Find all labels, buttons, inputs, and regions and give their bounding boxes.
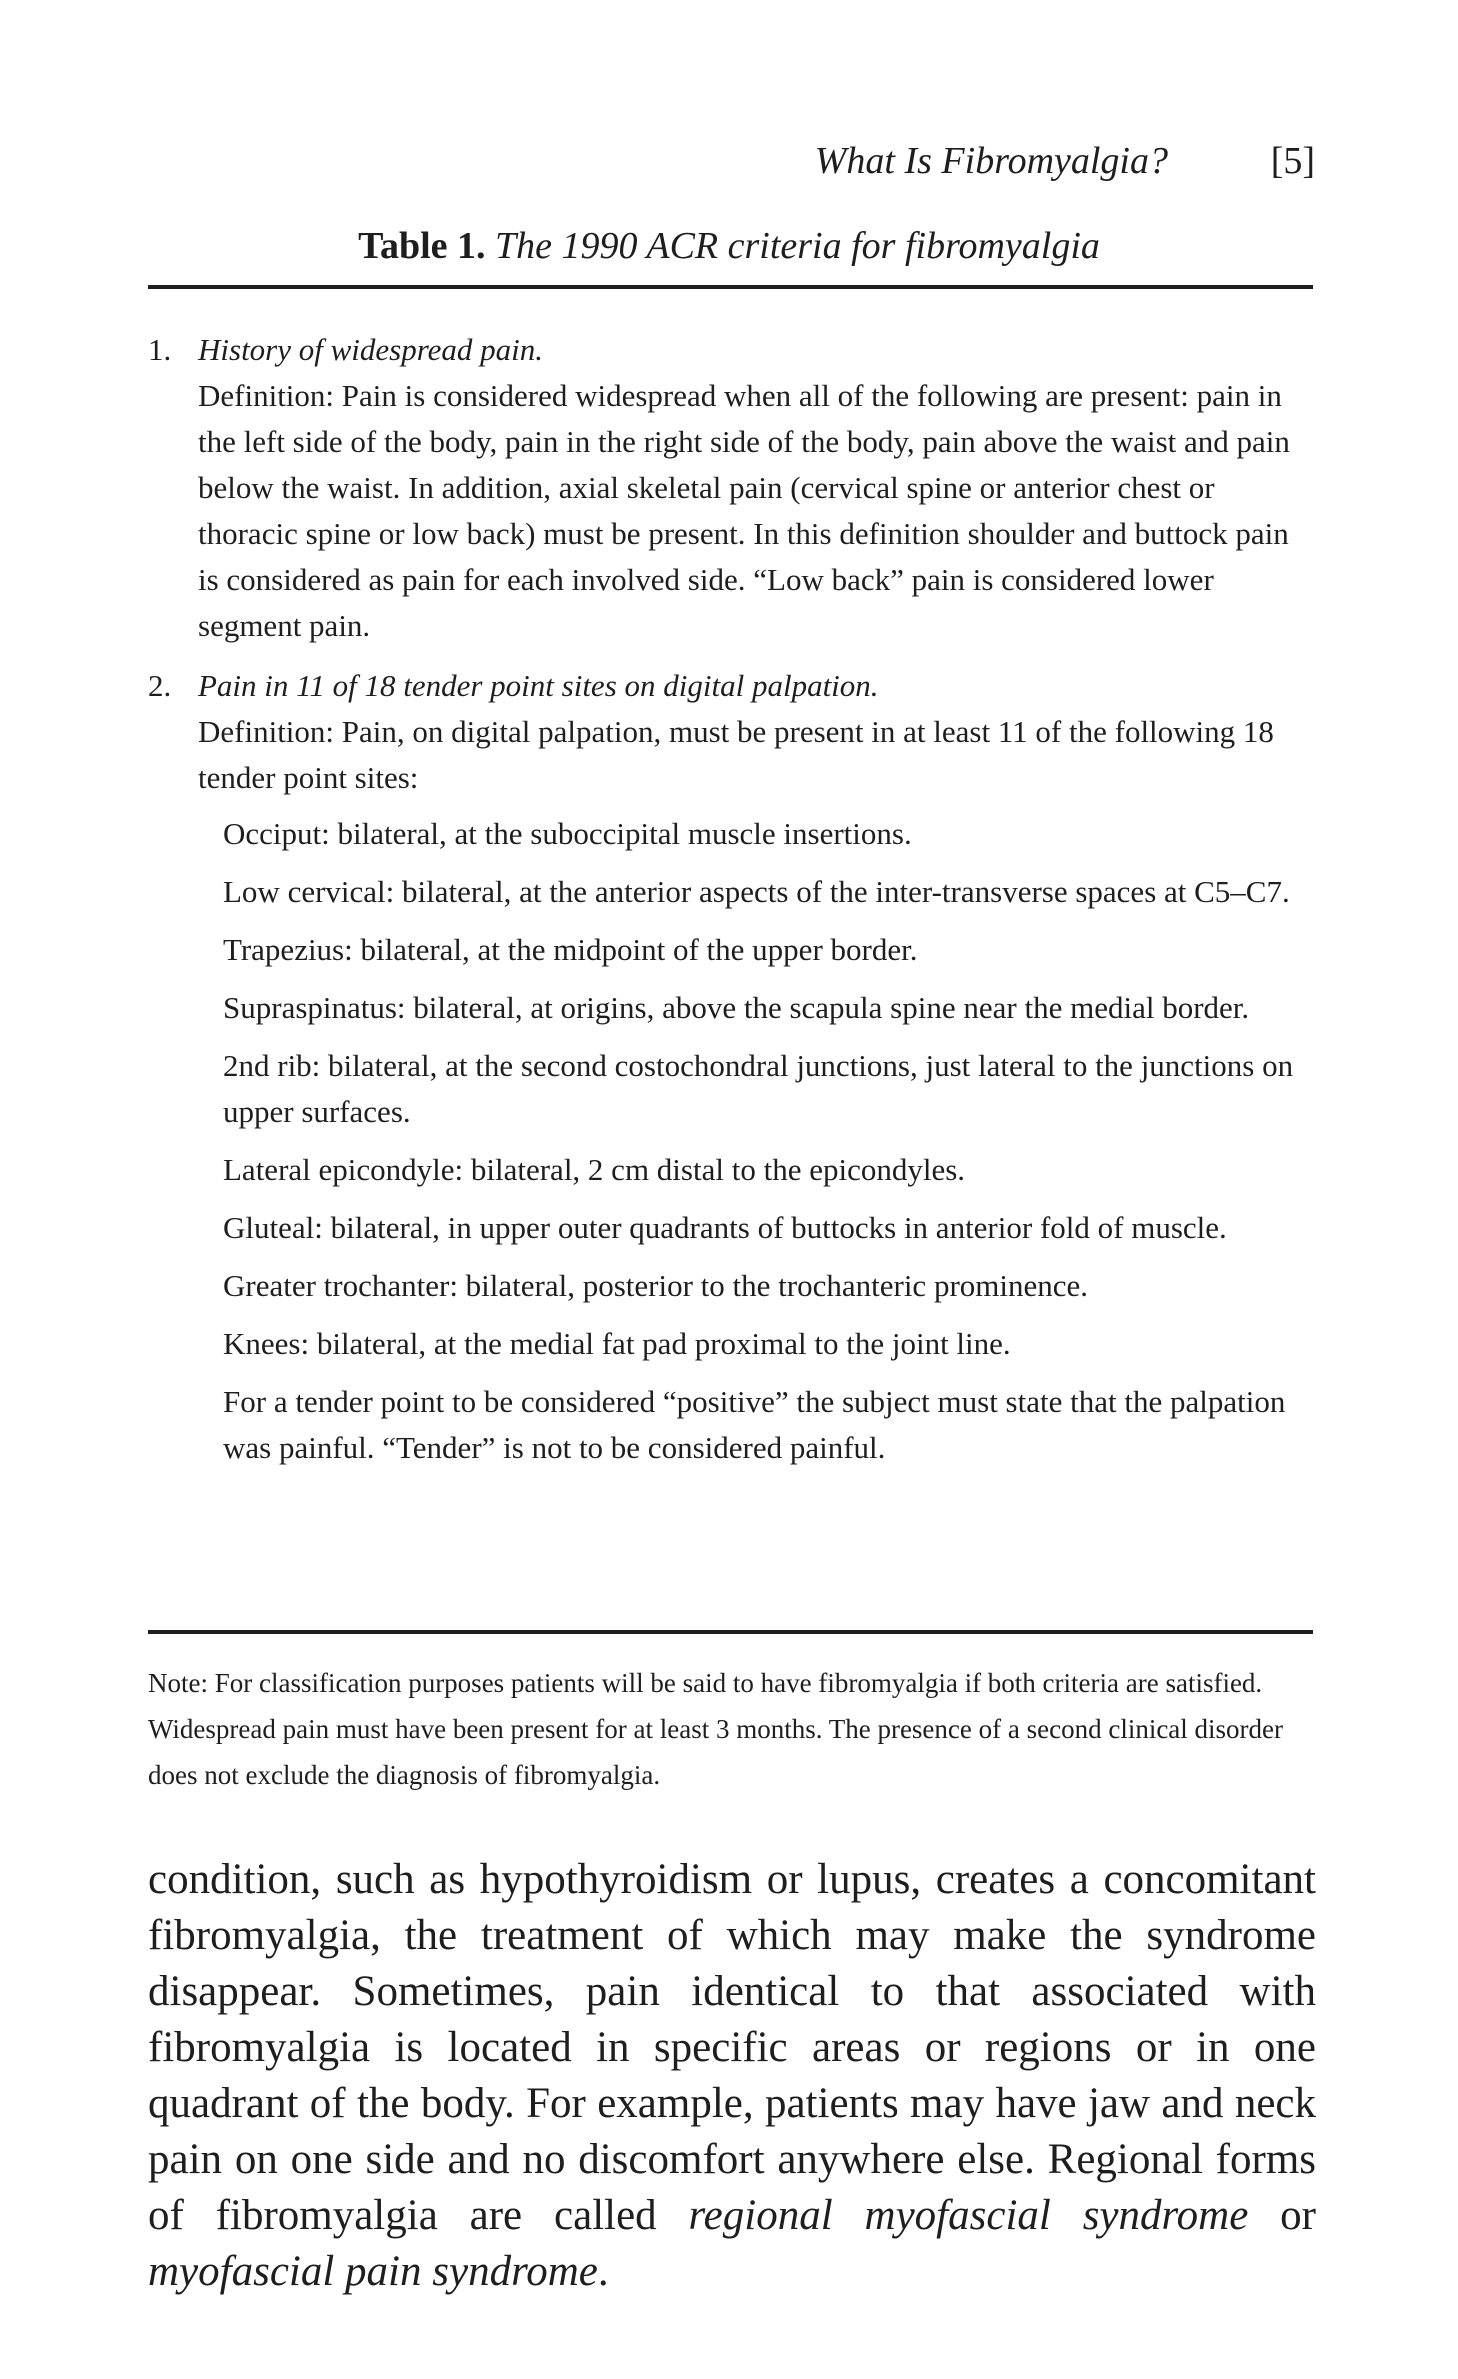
criterion-definition: Definition: Pain is considered widespread when all of the following are present: pain in the left side of the body, pain in the right side of the body, pain above the waist and pain below the waist. In addition, axial skeletal pain (cervical spine or anterior chest or thoracic spine or low back) must be present. In this definition shoulder and buttock pain is considered as pain for each involved side. “Low back” pain is considered lower segment pain. (198, 378, 1290, 643)
table-title: The 1990 ACR criteria for fibromyalgia (495, 225, 1100, 267)
tender-point-site: Gluteal: bilateral, in upper outer quadrants of buttocks in anterior fold of muscle. (223, 1210, 1227, 1245)
criterion-number: 1. (148, 332, 172, 367)
tender-point-site: Trapezius: bilateral, at the midpoint of the upper border. (223, 932, 918, 967)
tender-point-site: 2nd rib: bilateral, at the second costochondral junctions, just lateral to the junctions on upper surfaces. (223, 1048, 1294, 1129)
table-label: Table 1. (358, 225, 486, 267)
criteria-list (148, 327, 1308, 1483)
table-bottom-rule (148, 1630, 1313, 1634)
term-regional-myofascial-syndrome: regional myofascial syndrome (688, 2192, 1249, 2239)
tender-point-site: Low cervical: bilateral, at the anterior aspects of the inter-transverse spaces at C5–C7. (223, 874, 1290, 909)
page-number: [5] (1270, 140, 1315, 182)
criterion-number: 2. (148, 668, 172, 703)
tender-point-site: Supraspinatus: bilateral, at origins, above the scapula spine near the medial border. (223, 990, 1250, 1025)
criterion-title: History of widespread pain. (198, 332, 544, 367)
positive-point-rule: For a tender point to be considered “positive” the subject must state that the palpation was painful. “Tender” is not to be considered painful. (223, 1384, 1286, 1465)
tender-point-site: Knees: bilateral, at the medial fat pad proximal to the joint line. (223, 1326, 1011, 1361)
tender-point-site: Occiput: bilateral, at the suboccipital muscle insertions. (223, 816, 912, 851)
term-myofascial-pain-syndrome: myofascial pain syndrome (148, 2248, 598, 2295)
criterion-2 (148, 663, 1308, 1471)
criterion-1 (148, 327, 1308, 649)
tender-point-site: Greater trochanter: bilateral, posterior to the trochanteric prominence. (223, 1268, 1089, 1303)
body-connector: or (1248, 2192, 1317, 2239)
table-note: Note: For classification purposes patients will be said to have fibromyalgia if both criteria are satisfied. Widespread pain must have been present for at least 3 months. The presence of a second clinical disorder does not exclude the diagnosis of fibromyalgia. (148, 1668, 1284, 1790)
criterion-title: Pain in 11 of 18 tender point sites on digital palpation. (198, 668, 879, 703)
criterion-definition: Definition: Pain, on digital palpation, must be present in at least 11 of the following 18 tender point sites: (198, 714, 1274, 795)
page-header (0, 136, 1458, 186)
tender-point-site: Lateral epicondyle: bilateral, 2 cm distal to the epicondyles. (223, 1152, 966, 1187)
body-paragraph (148, 1852, 1316, 2300)
running-title: What Is Fibromyalgia? (814, 140, 1168, 182)
table-top-rule (148, 285, 1313, 289)
body-end: . (597, 2248, 609, 2295)
tender-point-sites (223, 811, 1308, 1471)
body-text: condition, such as hypothyroidism or lupus, creates a concomitant fibromyalgia, the treatment of which may make the syndrome disappear. Sometimes, pain identical to that associated with fibromyalgia is located in specific areas or regions or in one quadrant of the body. For example, patients may have jaw and neck pain on one side and no discomfort anywhere else. Regional forms of fibromyalgia are called (148, 1856, 1316, 2239)
table-caption (0, 221, 1458, 271)
